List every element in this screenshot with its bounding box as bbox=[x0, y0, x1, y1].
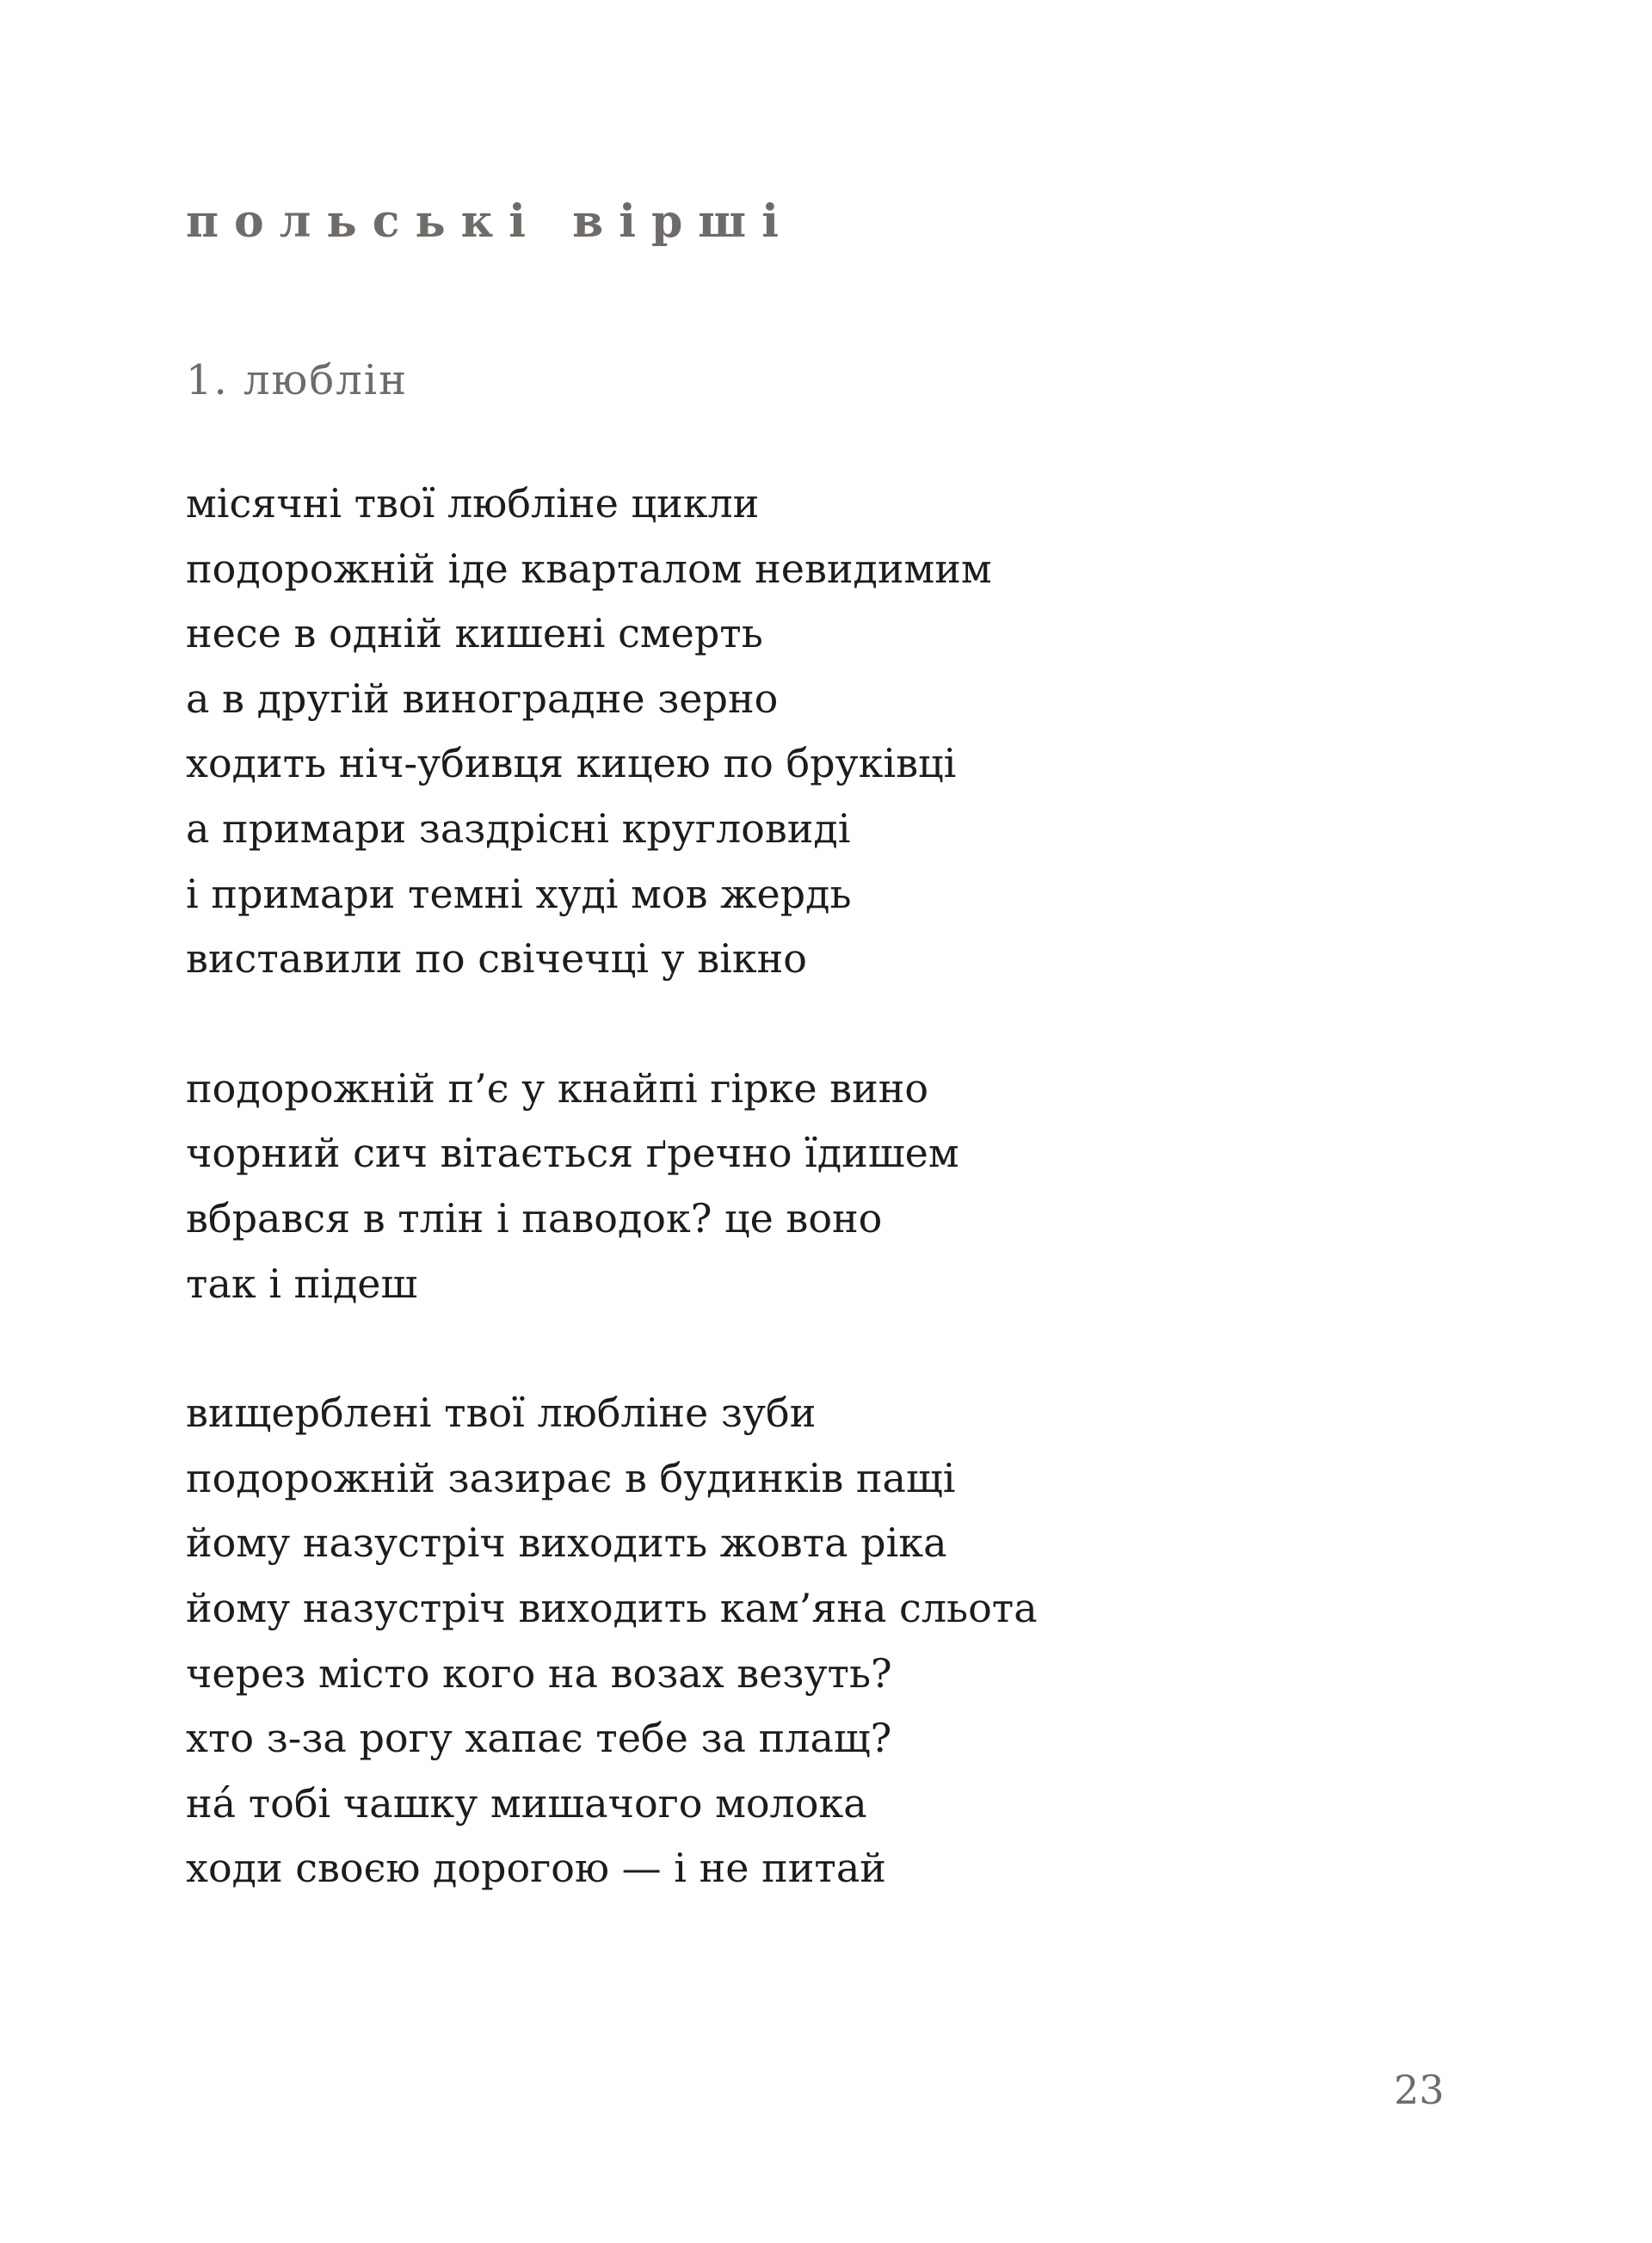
poem-line: хто з-за рогу хапає тебе за плащ? bbox=[186, 1715, 892, 1762]
poem-line: несе в одній кишені смерть bbox=[186, 610, 763, 657]
poem-line: вбрався в тлін і паводок? це воно bbox=[186, 1194, 883, 1242]
poem-line: а примари заздрісні кругловиді bbox=[186, 804, 851, 852]
poem-line: а в другій виноградне зерно bbox=[186, 675, 779, 722]
poem-line: вищерблені твої любліне зуби bbox=[186, 1390, 817, 1437]
poem-line: ходи своєю дорогою — і не питай bbox=[186, 1845, 886, 1892]
page-number: 23 bbox=[1394, 2067, 1445, 2113]
section-title: польські вірші bbox=[186, 195, 794, 248]
poem-line: місячні твої любліне цикли bbox=[186, 480, 760, 527]
poem-line: нá тобі чашку мишачого молока bbox=[186, 1779, 867, 1827]
poem-line: подорожній п’є у кнайпі гірке вино bbox=[186, 1064, 929, 1112]
poem-line: подорожній зазирає в будинків пащі bbox=[186, 1454, 956, 1501]
poem-line: йому назустріч виходить жовта ріка bbox=[186, 1519, 947, 1567]
poem-line: виставили по свічечці у вікно bbox=[186, 935, 807, 983]
poem-title: 1. люблін bbox=[186, 356, 409, 404]
poem-line: чорний сич вітається ґречно їдишем bbox=[186, 1130, 959, 1177]
stanza-3 bbox=[186, 1381, 1528, 1901]
stanza-1 bbox=[186, 471, 1528, 992]
poem-line: і примари темні худі мов жердь bbox=[186, 870, 852, 917]
poem-line: подорожній іде кварталом невидимим bbox=[186, 545, 992, 592]
poem-line: так і підеш bbox=[186, 1260, 418, 1307]
stanza-2 bbox=[186, 1057, 1528, 1316]
poem-line: ходить ніч-убивця кицею по бруківці bbox=[186, 740, 957, 787]
poem-line: через місто кого на возах везуть? bbox=[186, 1649, 892, 1697]
poem-line: йому назустріч виходить кам’яна сльота bbox=[186, 1584, 1038, 1631]
poem-body bbox=[186, 471, 1528, 1901]
